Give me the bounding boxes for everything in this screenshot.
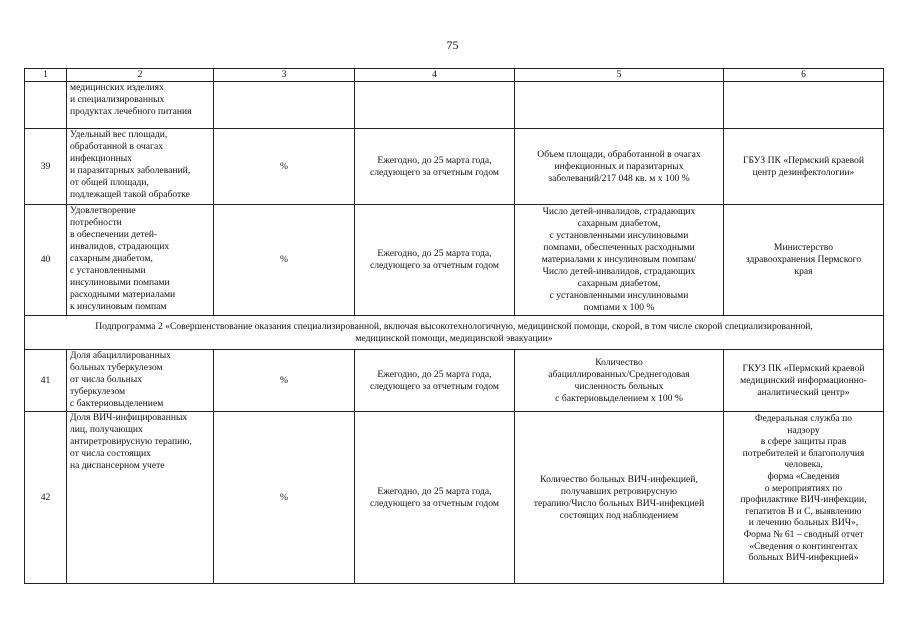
table-row <box>25 129 884 205</box>
indicator-cell <box>67 412 214 584</box>
column-number: 4 <box>355 69 515 82</box>
text-line: Министерство <box>773 242 834 253</box>
text-line: больных туберкулезом <box>70 362 163 373</box>
table-row <box>25 350 884 412</box>
text-line: абациллированных/Среднегодовая <box>548 368 690 380</box>
text-line: края <box>794 266 813 277</box>
row-number-cell: 39 <box>25 129 67 205</box>
row-number-cell: 41 <box>25 350 67 412</box>
text-line: Ежегодно, до 25 марта года, <box>377 154 492 166</box>
text-line: медицинских изделиях <box>70 82 164 93</box>
text-line: с установленными инсулиновыми <box>549 290 689 301</box>
text-line: Количество больных ВИЧ-инфекцией, <box>540 473 698 485</box>
text-line: сахарным диабетом, <box>70 253 153 264</box>
text-line: подлежащей такой обработке <box>70 189 190 200</box>
text-line: Ежегодно, до 25 марта года, <box>377 485 492 497</box>
text-line: медицинский информационно- <box>740 374 867 386</box>
table-row <box>25 205 884 316</box>
column-number: 2 <box>67 69 214 82</box>
page-number: 75 <box>446 38 459 52</box>
text-line: инфекционных <box>70 153 132 164</box>
formula-cell <box>515 350 724 412</box>
source-cell <box>724 129 884 205</box>
text-line: форма «Сведения <box>767 470 840 482</box>
row-number-cell: 40 <box>25 205 67 316</box>
text-line: центр дезинфектологии» <box>752 166 855 178</box>
text-line: Число детей-инвалидов, страдающих <box>542 266 696 277</box>
text-line: Удовлетворение <box>70 205 136 216</box>
text-line: и лечению больных ВИЧ», <box>748 517 859 529</box>
column-number: 5 <box>515 69 724 82</box>
text-line: потребителей и благополучия <box>742 447 865 459</box>
unit-cell: % <box>214 129 355 205</box>
text-line: и паразитарных заболеваний, <box>70 165 191 176</box>
unit-cell: % <box>214 350 355 412</box>
text-line: в сфере защиты прав <box>760 436 847 448</box>
text-line: антиретровирусную терапию, <box>70 436 192 447</box>
text-line: в обеспечении детей- <box>70 229 158 240</box>
period-cell <box>355 205 515 316</box>
text-line: больных ВИЧ-инфекцией» <box>748 552 859 564</box>
column-number-row <box>25 69 884 82</box>
text-line: терапию/Число больных ВИЧ-инфекцией <box>533 497 705 509</box>
text-line: человека, <box>784 459 823 471</box>
text-line: туберкулезом <box>70 386 126 397</box>
text-line: состоящих под наблюдением <box>559 509 679 521</box>
formula-cell <box>515 129 724 205</box>
text-line: и специализированных <box>70 94 165 105</box>
text-line: помпами х 100 % <box>583 302 655 313</box>
subprogram-title <box>25 316 884 350</box>
table-row <box>25 82 884 129</box>
text-line: о мероприятиях по <box>764 482 843 494</box>
source-cell <box>724 82 884 129</box>
text-line: Федеральная служба по <box>754 413 853 424</box>
column-number: 6 <box>724 69 884 82</box>
indicator-cell <box>67 205 214 316</box>
text-line: от общей площади, <box>70 177 149 188</box>
column-number: 1 <box>25 69 67 82</box>
text-line: получавших ретровирусную <box>560 485 678 497</box>
text-line: Количество <box>595 356 643 368</box>
formula-cell <box>515 82 724 129</box>
text-line: гепатитов В и С, выявлению <box>745 505 862 517</box>
text-line: ГКУЗ ПК «Пермский краевой <box>742 362 865 374</box>
text-line: Форма № 61 – сводный отчет <box>743 528 864 540</box>
text-line: «Сведения о контингентах <box>749 540 858 552</box>
text-line: Доля абациллированных <box>70 350 171 361</box>
text-line: Ежегодно, до 25 марта года, <box>377 248 492 259</box>
text-line: инсулиновыми помпами <box>70 277 170 288</box>
text-line: сахарным диабетом, <box>577 278 661 289</box>
unit-cell <box>214 82 355 129</box>
text-line: продуктах лечебного питания <box>70 106 192 117</box>
unit-cell: % <box>214 412 355 584</box>
text-line: надзору <box>787 424 820 436</box>
text-line: с установленными <box>70 265 146 276</box>
text-line: помпами, обеспеченных расходными <box>543 242 695 253</box>
text-line: Ежегодно, до 25 марта года, <box>377 368 492 380</box>
subprogram-row <box>25 316 884 350</box>
text-line: потребности <box>70 217 122 228</box>
formula-cell <box>515 205 724 316</box>
text-line: с бактериовыделением <box>70 398 164 409</box>
formula-cell <box>515 412 724 584</box>
indicator-cell <box>67 82 214 129</box>
indicator-cell <box>67 129 214 205</box>
text-line: Подпрограмма 2 «Совершенствование оказания специализированной, включая высокотехнологичную, медицинской помощи, скорой, в том числе скорой специализированной, <box>95 320 813 332</box>
period-cell <box>355 129 515 205</box>
text-line: Доля ВИЧ-инфицированных <box>70 412 188 423</box>
source-cell <box>724 205 884 316</box>
text-line: численность больных <box>574 380 664 392</box>
text-line: следующего за отчетным годом <box>370 166 499 178</box>
table-row <box>25 412 884 584</box>
text-line: с установленными инсулиновыми <box>549 230 689 241</box>
source-cell <box>724 350 884 412</box>
indicators-table <box>24 68 884 584</box>
period-cell <box>355 350 515 412</box>
unit-cell: % <box>214 205 355 316</box>
text-line: медицинской помощи, медицинской эвакуации» <box>355 332 553 344</box>
text-line: аналитический центр» <box>757 386 850 398</box>
text-line: расходными материалами <box>70 289 176 300</box>
text-line: здравоохранения Пермского <box>745 254 862 265</box>
column-number: 3 <box>214 69 355 82</box>
text-line: следующего за отчетным годом <box>370 380 499 392</box>
text-line: инфекционных и паразитарных <box>554 160 684 172</box>
text-line: инвалидов, страдающих <box>70 241 170 252</box>
text-line: лиц, получающих <box>70 424 143 435</box>
indicator-cell <box>67 350 214 412</box>
text-line: ГБУЗ ПК «Пермский краевой <box>743 154 864 166</box>
row-number-cell: 42 <box>25 412 67 584</box>
row-number-cell <box>25 82 67 129</box>
text-line: сахарным диабетом, <box>577 218 661 229</box>
text-line: от числа состоящих <box>70 448 151 459</box>
text-line: Число детей-инвалидов, страдающих <box>542 206 696 217</box>
text-line: на диспансерном учете <box>70 460 165 471</box>
text-line: к инсулиновым помпам <box>70 301 167 312</box>
text-line: Удельный вес площади, <box>70 129 168 140</box>
text-line: следующего за отчетным годом <box>370 497 499 509</box>
text-line: заболеваний/217 048 кв. м х 100 % <box>548 172 690 184</box>
text-line: обработанной в очагах <box>70 141 164 152</box>
text-line: с бактериовыделением х 100 % <box>555 392 683 404</box>
text-line: следующего за отчетным годом <box>370 260 499 271</box>
text-line: от числа больных <box>70 374 143 385</box>
text-line: материалами к инсулиновым помпам/ <box>541 254 697 265</box>
text-line: профилактике ВИЧ-инфекции, <box>740 494 867 506</box>
source-cell <box>724 412 884 584</box>
period-cell <box>355 412 515 584</box>
text-line: Объем площади, обработанной в очагах <box>537 148 701 160</box>
period-cell <box>355 82 515 129</box>
